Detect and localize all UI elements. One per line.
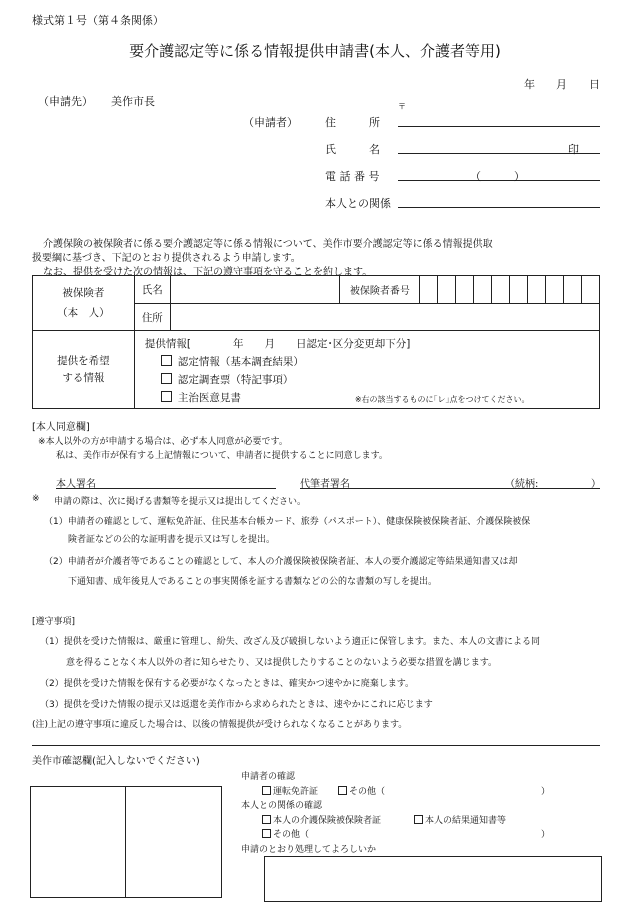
insured-label-cell — [33, 276, 135, 331]
insured-info-table — [32, 275, 600, 409]
rules-item1-line1: （1）提供を受けた情報は、厳重に管理し、紛失、改ざん及び破損しないよう適正に保管します。また、本人の文書による同 — [40, 637, 541, 647]
docs-item1-line2: 険者証などの公的な証明書を提示又は写しを提出。 — [68, 535, 276, 545]
postal-mark: 〒 — [398, 102, 406, 111]
other-check[interactable] — [338, 784, 385, 797]
checkbox-icon[interactable] — [262, 786, 271, 795]
wish-label-cell — [33, 331, 135, 409]
insured-sub-label: （本 人） — [57, 307, 110, 319]
insured-card-label: 本人の介護保険被保険者証 — [273, 816, 382, 826]
checkbox-icon[interactable] — [338, 786, 347, 795]
self-signature-label: 本人署名 — [56, 479, 96, 490]
other2-close-paren: ） — [541, 830, 551, 840]
approve-label: 申請のとおり処理してよろしいか — [241, 845, 377, 855]
license-check[interactable] — [262, 784, 318, 797]
docs-item2-line2: 下通知書、成年後見人であることの事実関係を証する書類などの公的な書類の写しを提出。 — [68, 577, 438, 587]
checkbox-icon[interactable] — [414, 815, 423, 824]
insured-name-label: 氏名 — [134, 276, 170, 304]
recipient-label: （申請先） — [38, 95, 93, 108]
docs-intro: 申請の際は、次に掲げる書類等を提示又は提出してください。 — [54, 497, 307, 507]
insured-number-label: 被保険者番号 — [340, 276, 420, 304]
wish-sub-label: する情報 — [62, 371, 105, 384]
applicant-check-label: 申請者の確認 — [241, 772, 296, 782]
applicant-name-label: 氏 名 — [325, 143, 380, 156]
date-year[interactable]: 年 — [524, 78, 535, 91]
option-label: 認定調査票（特記事項） — [177, 373, 294, 386]
recipient-name: 美作市長 — [111, 95, 155, 108]
intro-line1: 介護保険の被保険者に係る要介護認定等に係る情報について、美作市要介護認定等に係る情報提供取 — [43, 239, 493, 250]
relation-field[interactable] — [398, 207, 600, 208]
option-label: 認定情報（基本調査結果） — [177, 355, 304, 368]
checkbox-icon[interactable] — [262, 829, 271, 838]
rules-item1-line2: 意を得ることなく本人以外の者に知らせたり、又は提供したりすることのないよう必要な措置を講じます。 — [66, 658, 498, 668]
wish-label: 提供を希望 — [57, 354, 110, 367]
insured-name-field[interactable] — [170, 276, 340, 304]
rules-item3: （3）提供を受けた情報の提示又は返還を美作市から求められたときは、速やかにこれに応じます — [40, 700, 433, 710]
proxy-signature-label: 代筆者署名 — [300, 479, 350, 490]
docs-mark: ※ — [32, 494, 40, 504]
checkbox-icon[interactable] — [161, 373, 172, 384]
approve-box[interactable] — [264, 856, 602, 902]
other2-check[interactable] — [262, 827, 309, 840]
option-label: 主治医意見書 — [177, 391, 241, 404]
date-day[interactable]: 日 — [589, 78, 600, 91]
result-notice-label: 本人の結果通知書等 — [425, 816, 507, 826]
docs-item2-line1: （2）申請者が介護者等であることの確認として、本人の介護保険被保険者証、本人の要介護認定等結果通知書又は却 — [44, 557, 518, 567]
other-label: その他（ — [349, 787, 386, 797]
self-signature-field[interactable] — [56, 488, 276, 489]
insured-number-field[interactable] — [420, 276, 600, 304]
proxy-relation-close: ） — [591, 479, 601, 490]
insured-label: 被保険者 — [62, 287, 105, 299]
relation-label: 本人との関係 — [325, 197, 391, 210]
provide-line: 提供情報[ 年 月 日認定･区分変更却下分] — [144, 337, 411, 350]
intro-line3: なお、提供を受けた次の情報は、下記の遵守事項を守ることを約します。 — [43, 267, 373, 278]
office-stamp-box — [30, 786, 222, 898]
form-number: 様式第１号（第４条関係） — [32, 14, 164, 27]
option-survey[interactable] — [145, 371, 599, 389]
insured-address-field[interactable] — [170, 304, 599, 331]
option-assessment[interactable] — [145, 353, 599, 371]
docs-item1-line1: （1）申請者の確認として、運転免許証、住民基本台帳カード、旅券（パスポート）、健康保険被保険者証、介護保険被保 — [44, 517, 531, 527]
consent-note: ※本人以外の方が申請する場合は、必ず本人同意が必要です。 — [38, 437, 288, 447]
address-field[interactable] — [398, 126, 600, 127]
phone-paren: （ ） — [470, 170, 525, 183]
rules-heading: [遵守事項] — [32, 617, 76, 627]
page-title: 要介護認定等に係る情報提供申請書(本人、介護者等用) — [129, 42, 501, 60]
rules-item2: （2）提供を受けた情報を保有する必要がなくなったときは、確実かつ速やかに廃棄します。 — [40, 679, 415, 689]
rules-note: (注)上記の遵守事項に違反した場合は、以後の情報提供が受けられなくなることがあります。 — [32, 720, 408, 730]
consent-text: 私は、美作市が保有する上記情報について、申請者に提供することに同意します。 — [56, 451, 388, 461]
seal-mark: 印 — [568, 143, 579, 156]
checkbox-note: ※右の該当するものに｢レ｣点をつけてください。 — [354, 395, 530, 404]
other-close-paren: ） — [541, 787, 551, 797]
result-notice-check[interactable] — [414, 813, 506, 826]
date-month[interactable]: 月 — [556, 78, 567, 91]
checkbox-icon[interactable] — [161, 355, 172, 366]
other2-label: その他（ — [273, 830, 310, 840]
office-stamp-divider — [125, 786, 126, 897]
intro-line2: 扱要綱に基づき、下記のとおり提供されるよう申請します。 — [32, 253, 301, 264]
office-heading: 美作市確認欄(記入しないでください) — [32, 756, 200, 767]
consent-heading: [本人同意欄] — [32, 422, 90, 433]
insured-card-check[interactable] — [262, 813, 381, 826]
office-divider — [32, 745, 600, 746]
proxy-signature-field[interactable] — [300, 488, 600, 489]
license-label: 運転免許証 — [273, 787, 319, 797]
applicant-label: （申請者） — [243, 116, 298, 129]
wish-options-cell — [134, 331, 599, 409]
checkbox-icon[interactable] — [161, 391, 172, 402]
relation-check-label: 本人との関係の確認 — [241, 801, 323, 811]
proxy-relation-label: （続柄: — [505, 479, 539, 490]
phone-label: 電 話 番 号 — [325, 170, 380, 183]
insured-address-label: 住所 — [134, 304, 170, 331]
address-label: 住 所 — [325, 116, 380, 129]
checkbox-icon[interactable] — [262, 815, 271, 824]
